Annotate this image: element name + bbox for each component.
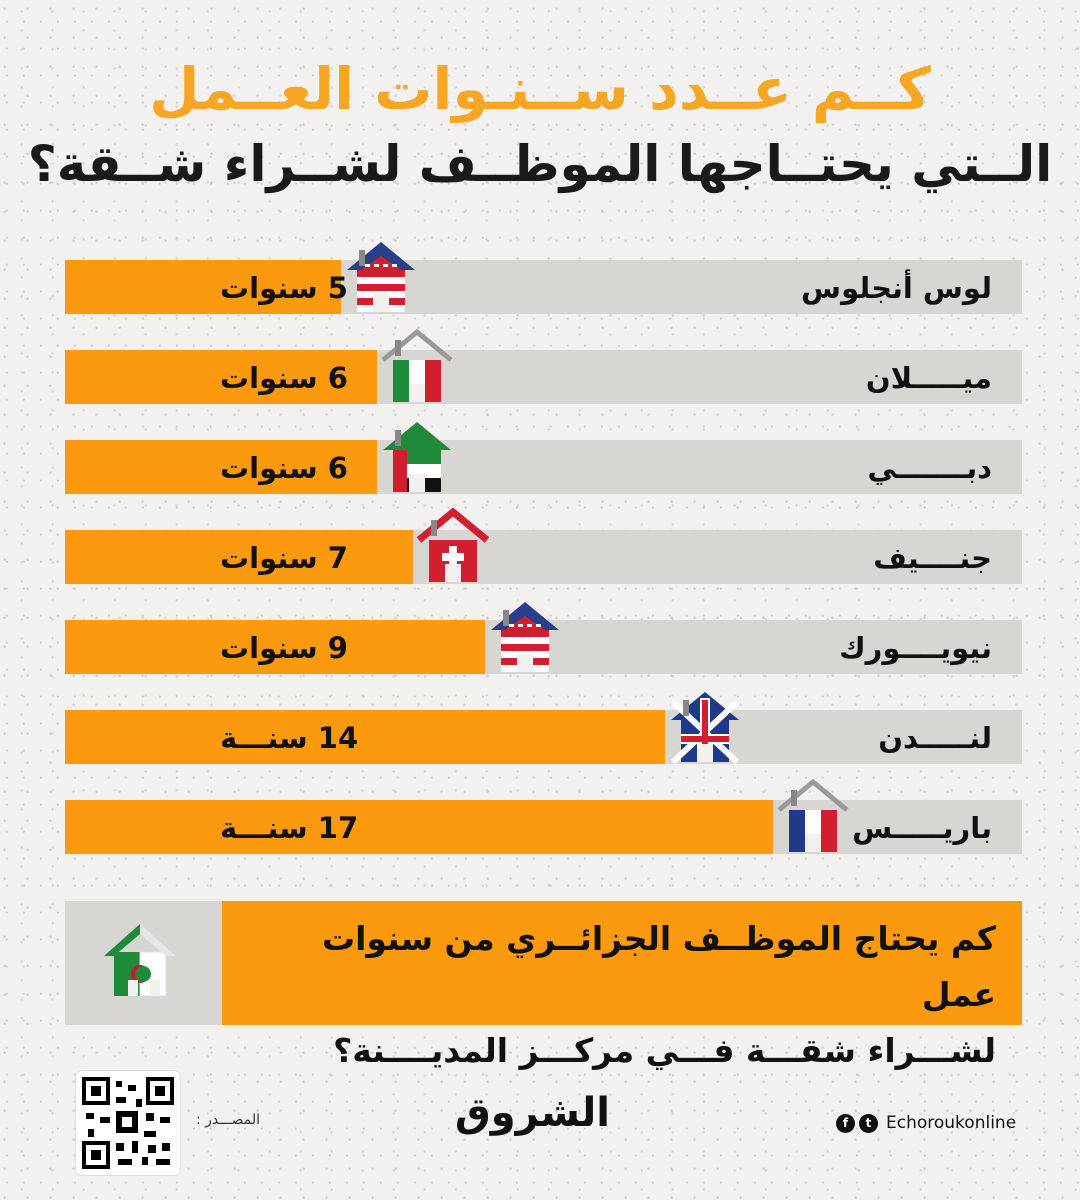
twitter-icon[interactable]: t [859, 1114, 878, 1133]
bar-value-label: 9 سنوات [220, 631, 348, 665]
callout-line-2: لشـــراء شقـــة فـــي مركـــز المديــــنة؟ [333, 1031, 996, 1070]
bar-row [65, 692, 1022, 764]
bar [65, 710, 665, 764]
bar-row [65, 422, 1022, 494]
usa-flag-house-icon [347, 242, 415, 312]
title-line-1: كــم عــدد ســنـوات العــمل [149, 55, 931, 123]
qr-code[interactable] [76, 1071, 180, 1175]
brand-logo: الشروق [455, 1090, 610, 1136]
bar-category-label: جنــــيف [873, 541, 992, 575]
bar-category-label: نيويــــورك [839, 631, 992, 665]
qr-code-icon [76, 1071, 180, 1175]
bar-row [65, 602, 1022, 674]
source-label: المصـــدر : [196, 1112, 260, 1128]
social-handle-text: Echoroukonline [886, 1113, 1017, 1133]
bar-category-label: باريـــــس [852, 811, 992, 845]
bar-value-label: 7 سنوات [220, 541, 348, 575]
facebook-icon[interactable]: f [836, 1114, 855, 1133]
bar-category-label: دبـــــــي [867, 451, 992, 485]
callout-line-1: كم يحتاج الموظــف الجزائــري من سنوات عمل [321, 919, 996, 1014]
bar-value-label: 5 سنوات [220, 271, 348, 305]
france-flag-house-icon [779, 782, 847, 852]
uae-flag-house-icon [383, 422, 451, 492]
bar-row [65, 512, 1022, 584]
title-line-2: الــتي يحتــاجها الموظــف لشــراء شــقة؟ [27, 135, 1053, 193]
uk-flag-house-icon [671, 692, 739, 762]
bar-category-label: لوس أنجلوس [801, 271, 992, 305]
bar-value-label: 6 سنوات [220, 451, 348, 485]
callout-question [222, 901, 1022, 1070]
social-handle[interactable] [836, 1113, 1016, 1133]
bar-row [65, 332, 1022, 404]
bar-row [65, 782, 1022, 854]
algeria-house-icon [100, 922, 180, 998]
bar [65, 800, 773, 854]
usa-flag-house-icon [491, 602, 559, 672]
bar-value-label: 6 سنوات [220, 361, 348, 395]
italy-flag-house-icon [383, 332, 451, 402]
bar-category-label: لنـــــدن [878, 721, 992, 755]
bar-value-label: 14 سنـــة [220, 721, 359, 755]
bar-value-label: 17 سنـــة [220, 811, 359, 845]
bar-row [65, 242, 1022, 314]
bar-category-label: ميـــــلان [865, 361, 992, 395]
switzerland-flag-house-icon [419, 512, 487, 582]
